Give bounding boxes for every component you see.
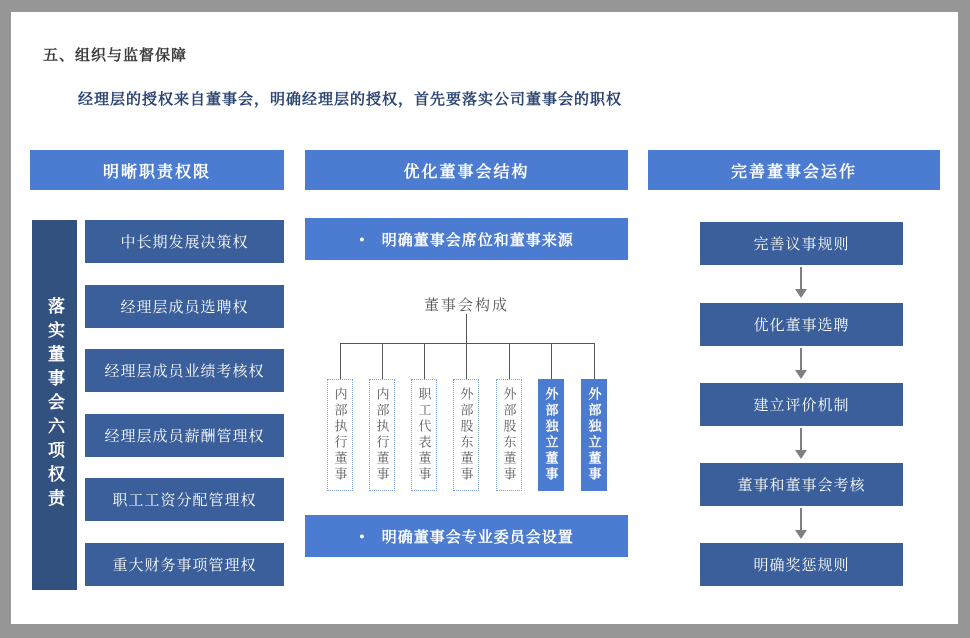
left-item-box: 中长期发展决策权 — [85, 220, 284, 263]
director-box: 内部执行董事 — [369, 379, 395, 491]
tree-drop-line — [594, 343, 595, 379]
tree-node — [369, 343, 395, 491]
down-arrow-icon — [794, 348, 808, 379]
mid-bullet-top-label: 明确董事会席位和董事来源 — [381, 231, 574, 249]
page-subtitle: 经理层的授权来自董事会，明确经理层的授权，首先要落实公司董事会的职权 — [78, 91, 623, 108]
bullet-icon: ● — [359, 530, 366, 541]
tree-node — [453, 343, 479, 491]
tree-drop-line — [466, 343, 467, 379]
tree-node — [496, 343, 522, 491]
left-item-box: 经理层成员薪酬管理权 — [85, 414, 284, 457]
tree-node — [581, 343, 607, 491]
mid-bullet-box-bottom — [305, 515, 628, 557]
tree-drop-line — [551, 343, 552, 379]
flow-step-box: 完善议事规则 — [700, 222, 903, 265]
tree-node — [411, 343, 437, 491]
left-vertical-bar: 落实董事会六项权责 — [32, 220, 77, 590]
left-item-box: 重大财务事项管理权 — [85, 543, 284, 586]
director-box: 职工代表董事 — [411, 379, 437, 491]
flow-step-box: 优化董事选聘 — [700, 303, 903, 346]
tree-drop-line — [424, 343, 425, 379]
down-arrow-icon — [794, 428, 808, 459]
mid-bullet-bottom-label: 明确董事会专业委员会设置 — [381, 528, 574, 546]
director-box: 外部股东董事 — [496, 379, 522, 491]
flow-step-box: 董事和董事会考核 — [700, 463, 903, 506]
left-item-box: 经理层成员业绩考核权 — [85, 349, 284, 392]
director-box: 外部独立董事 — [538, 379, 564, 491]
column-header-responsibilities: 明晰职责权限 — [30, 150, 284, 190]
down-arrow-icon — [794, 267, 808, 298]
mid-bullet-box-top — [305, 218, 628, 260]
flow-step-box: 明确奖惩规则 — [700, 543, 903, 586]
column-header-board-structure: 优化董事会结构 — [305, 150, 628, 190]
board-composition-label: 董事会构成 — [423, 297, 509, 314]
page-title: 五、组织与监督保障 — [43, 47, 188, 64]
column-header-board-operation: 完善董事会运作 — [648, 150, 940, 190]
tree-node — [538, 343, 564, 491]
bullet-icon: ● — [359, 233, 366, 244]
director-box: 外部股东董事 — [453, 379, 479, 491]
tree-drop-line — [340, 343, 341, 379]
director-box: 内部执行董事 — [327, 379, 353, 491]
director-box: 外部独立董事 — [581, 379, 607, 491]
flow-step-box: 建立评价机制 — [700, 383, 903, 426]
tree-node — [327, 343, 353, 491]
tree-stub-line — [466, 314, 467, 343]
tree-drop-line — [382, 343, 383, 379]
down-arrow-icon — [794, 508, 808, 539]
tree-drop-line — [509, 343, 510, 379]
left-item-box: 经理层成员选聘权 — [85, 285, 284, 328]
left-item-box: 职工工资分配管理权 — [85, 478, 284, 521]
